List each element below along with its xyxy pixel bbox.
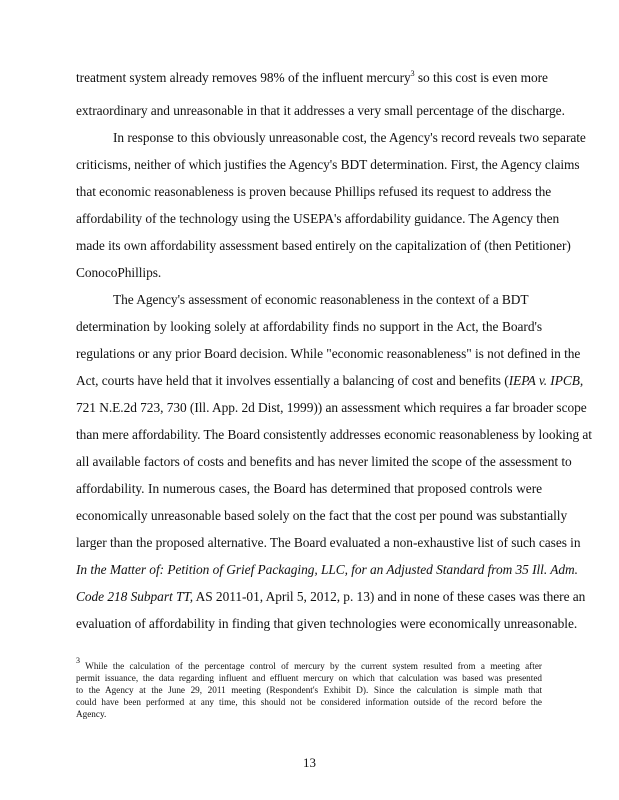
- body-line: regulations or any prior Board decision. While "economic reasonableness" is not defined in the: [76, 346, 581, 361]
- page-number: 13: [303, 755, 316, 770]
- case-citation: IEPA v. IPCB,: [508, 373, 584, 388]
- body-line: than mere affordability. The Board consistently addresses economic reasonableness by looking at: [76, 427, 592, 442]
- body-line: Code 218 Subpart TT, AS 2011-01, April 5, 2012, p. 13) and in none of these cases was there an: [76, 589, 586, 604]
- body-line: The Agency's assessment of economic reasonableness in the context of a BDT: [113, 292, 529, 307]
- body-line: affordability. In numerous cases, the Board has determined that proposed controls were: [76, 481, 542, 496]
- body-line: ConocoPhillips.: [76, 265, 162, 280]
- body-line: evaluation of affordability in finding that given technologies were economically unreasonable.: [76, 616, 578, 631]
- body-line: made its own affordability assessment based entirely on the capitalization of (then Petitioner): [76, 238, 571, 253]
- body-line: extraordinary and unreasonable in that it addresses a very small percentage of the discharge.: [76, 103, 565, 118]
- case-citation: Code 218 Subpart TT,: [76, 589, 194, 604]
- footnote: $^3$ While the calculation of the percentage control of mercury by the current system resulted from a meeting after permit issuance, the data regarding influent and effluent mercury on which that calculation was based was presented to the Agency at the June 29, 2011 meeting (Respondent's Exhibit D). Since the calculation is simple math that could have been performed at any time, this should not be considered information outside of the record before the Agency.: [76, 656, 542, 719]
- footnote-ref: 3: [410, 69, 415, 78]
- body-line: that economic reasonableness is proven because Phillips refused its request to address the: [76, 184, 552, 199]
- body-line: economically unreasonable based solely on the fact that the cost per pound was substantially: [76, 508, 568, 523]
- body-line: [76, 562, 578, 578]
- body-line: In response to this obviously unreasonable cost, the Agency's record reveals two separate: [113, 130, 586, 145]
- body-line: 721 N.E.2d 723, 730 (Ill. App. 2d Dist, 1999)) an assessment which requires a far broader scope: [76, 400, 587, 415]
- footnote-marker: 3: [76, 656, 80, 665]
- body-line: larger than the proposed alternative. The Board evaluated a non-exhaustive list of such cases in: [76, 535, 581, 550]
- body-line: determination by looking solely at affordability finds no support in the Act, the Board's: [76, 319, 542, 334]
- body-line: Act, courts have held that it involves essentially a balancing of cost and benefits (IEPA v. IPCB,: [76, 373, 584, 388]
- body-line: affordability of the technology using the USEPA's affordability guidance. The Agency then: [76, 211, 560, 226]
- body-line: criticisms, neither of which justifies the Agency's BDT determination. First, the Agency claims: [76, 157, 580, 172]
- body-line: treatment system already removes 98% of the influent mercury$^3$ so this cost is even more: [76, 69, 548, 85]
- case-citation: In the Matter of: Petition of Grief Packaging, LLC, for an Adjusted Standard from 35 Ill. Adm.: [76, 562, 578, 577]
- body-line: all available factors of costs and benefits and has never limited the scope of the assessment to: [76, 454, 572, 469]
